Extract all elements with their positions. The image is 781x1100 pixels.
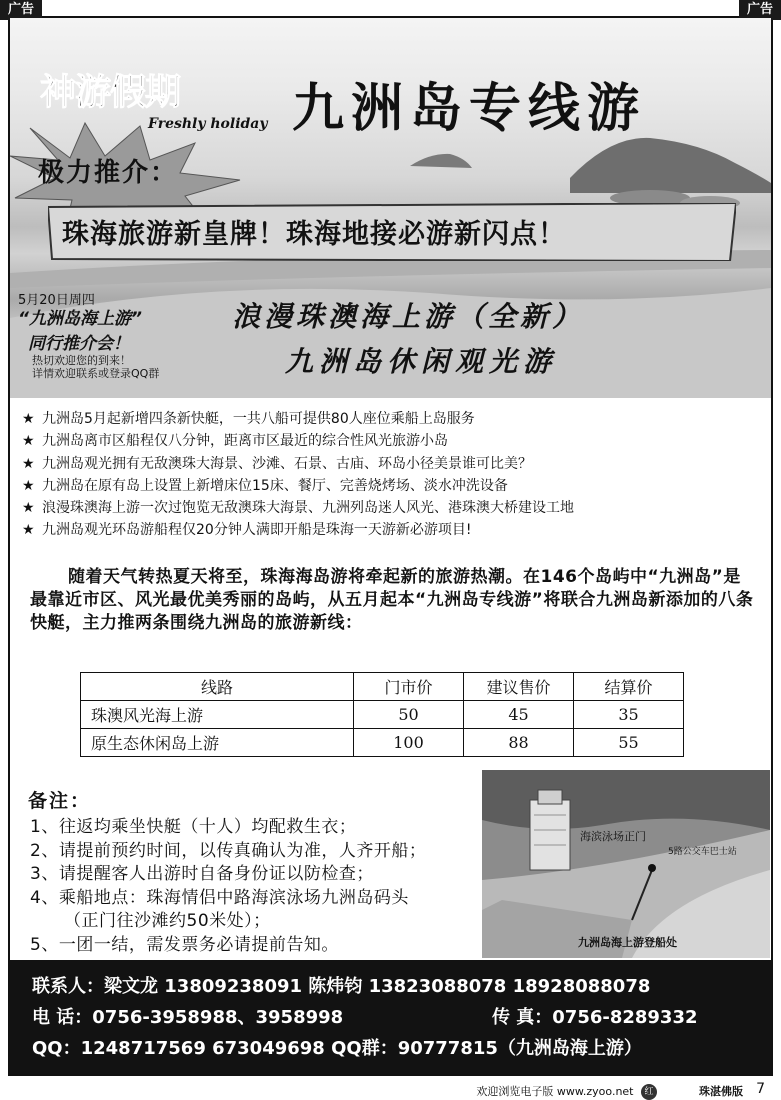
star-icon: ★: [22, 477, 35, 494]
ad-tag-left: 广告: [0, 0, 42, 20]
feature-item: ★ 九洲岛观光环岛游船程仅20分钟人满即开船是珠海一天游新必游项目!: [22, 519, 762, 541]
header-suggested: 建议售价: [464, 673, 574, 701]
meeting-title: “九洲岛海上游”: [18, 309, 142, 329]
subtitle-sea-tour: 浪漫珠澳海上游（全新）: [232, 300, 585, 333]
star-icon: ★: [22, 500, 35, 517]
header-route: 线路: [81, 673, 354, 701]
note-item: 1、往返均乘坐快艇（十人）均配救生衣；: [30, 817, 357, 837]
table-row: [81, 701, 684, 729]
meeting-date: 5月20日周四: [18, 293, 95, 308]
intro-paragraph: 随着天气转热夏天将至，珠海海岛游将牵起新的旅游热潮。在146个岛屿中“九洲岛”是最靠近市区、风光最优美秀丽的岛屿，从五月起本“九洲岛专线游”将联合九洲岛新添加的八条快艇，主力推两条围绕九洲岛的旅游新线：: [30, 567, 754, 633]
note-item: 4、乘船地点：珠海情侣中路海滨泳场九洲岛码头: [30, 887, 409, 908]
map-label-gate: 海滨泳场正门: [580, 830, 646, 843]
contact-qq: QQ：1248717569 673049698 QQ群：90777815（九洲岛海上游）: [32, 1038, 642, 1059]
recommend-label: 极力推介：: [38, 158, 179, 188]
feature-list: [22, 408, 762, 542]
star-icon: ★: [22, 455, 35, 472]
star-icon: ★: [22, 433, 35, 450]
contact-bar: [10, 960, 771, 1074]
subtitle-island-tour: 九洲岛休闲观光游: [285, 345, 558, 378]
settlement-price: 55: [574, 729, 684, 757]
note-item: 5、一团一结，需发票务必请提前告知。: [30, 934, 339, 955]
notes-title: 备注：: [28, 790, 92, 812]
feature-item: ★ 九洲岛离市区船程仅八分钟，距离市区最近的综合性风光旅游小岛: [22, 430, 762, 452]
table-header-row: [81, 673, 684, 701]
route-name: 珠澳风光海上游: [81, 701, 354, 729]
main-title: 九洲岛专线游: [292, 78, 647, 139]
meeting-announcement: [18, 304, 223, 380]
page-number: 7: [756, 1081, 765, 1097]
map-label-pier: 九洲岛海上游登船处: [578, 936, 677, 949]
contact-people: 联系人：梁文龙 13809238091 陈炜钧 13823088078 18928088078: [32, 976, 651, 997]
logo-text-en: Freshly holiday: [148, 116, 268, 132]
map-label-bus: 5路公交车巴士站: [668, 847, 737, 857]
note-item: 3、请提醒客人出游时自备身份证以防检查；: [30, 864, 374, 884]
price-table: [80, 672, 684, 757]
meeting-note-1: 热切欢迎您的到来！: [32, 354, 131, 367]
feature-item: ★ 九洲岛在原有岛上设置上新增床位15床、餐厅、完善烧烤场、淡水冲洗设备: [22, 475, 762, 497]
feature-item: ★ 九洲岛5月起新增四条新快艇，一共八船可提供80人座位乘船上岛服务: [22, 408, 762, 430]
note-item: 2、请提前预约时间，以传真确认为准，人齐开船；: [30, 840, 427, 861]
table-row: [81, 729, 684, 757]
footer-site: [476, 1083, 661, 1100]
meeting-note-2: 详情欢迎联系或登录QQ群: [32, 367, 160, 380]
feature-item: ★ 浪漫珠澳海上游一次过饱览无敌澳珠大海景、九洲列岛迷人风光、港珠澳大桥建设工地: [22, 497, 762, 519]
slogan-text: 珠海旅游新皇牌！珠海地接必游新闪点！: [62, 219, 566, 250]
meeting-subtitle: 同行推介会！: [28, 334, 130, 354]
ad-tag-right: 广告: [739, 0, 781, 20]
feature-item: ★ 九洲岛观光拥有无敌澳珠大海景、沙滩、石景、古庙、环岛小径美景谁可比美？: [22, 453, 762, 475]
contact-phone: 电 话：0756-3958988、3958998: [32, 1007, 344, 1028]
contact-fax: 传 真：0756-8289332: [492, 1007, 698, 1028]
header-retail: 门市价: [354, 673, 464, 701]
footer-edition: 珠湛佛版: [699, 1085, 743, 1098]
retail-price: 50: [354, 701, 464, 729]
note-item: （正门往沙滩约50米处）；: [64, 911, 271, 931]
suggested-price: 45: [464, 701, 574, 729]
page-footer: [0, 1078, 781, 1100]
header-settlement: 结算价: [574, 673, 684, 701]
logo-text-cn: 神游假期: [40, 71, 181, 113]
contact-phone-row: [32, 1003, 771, 1034]
settlement-price: 35: [574, 701, 684, 729]
star-icon: ★: [22, 411, 35, 427]
publisher-logo-icon: 红: [641, 1084, 657, 1100]
pier-location-map: [482, 770, 770, 958]
route-name: 原生态休闲岛上游: [81, 729, 354, 757]
retail-price: 100: [354, 729, 464, 757]
suggested-price: 88: [464, 729, 574, 757]
star-icon: ★: [22, 522, 35, 539]
footer-site-text: 欢迎浏览电子版 www.zyoo.net: [476, 1085, 634, 1098]
